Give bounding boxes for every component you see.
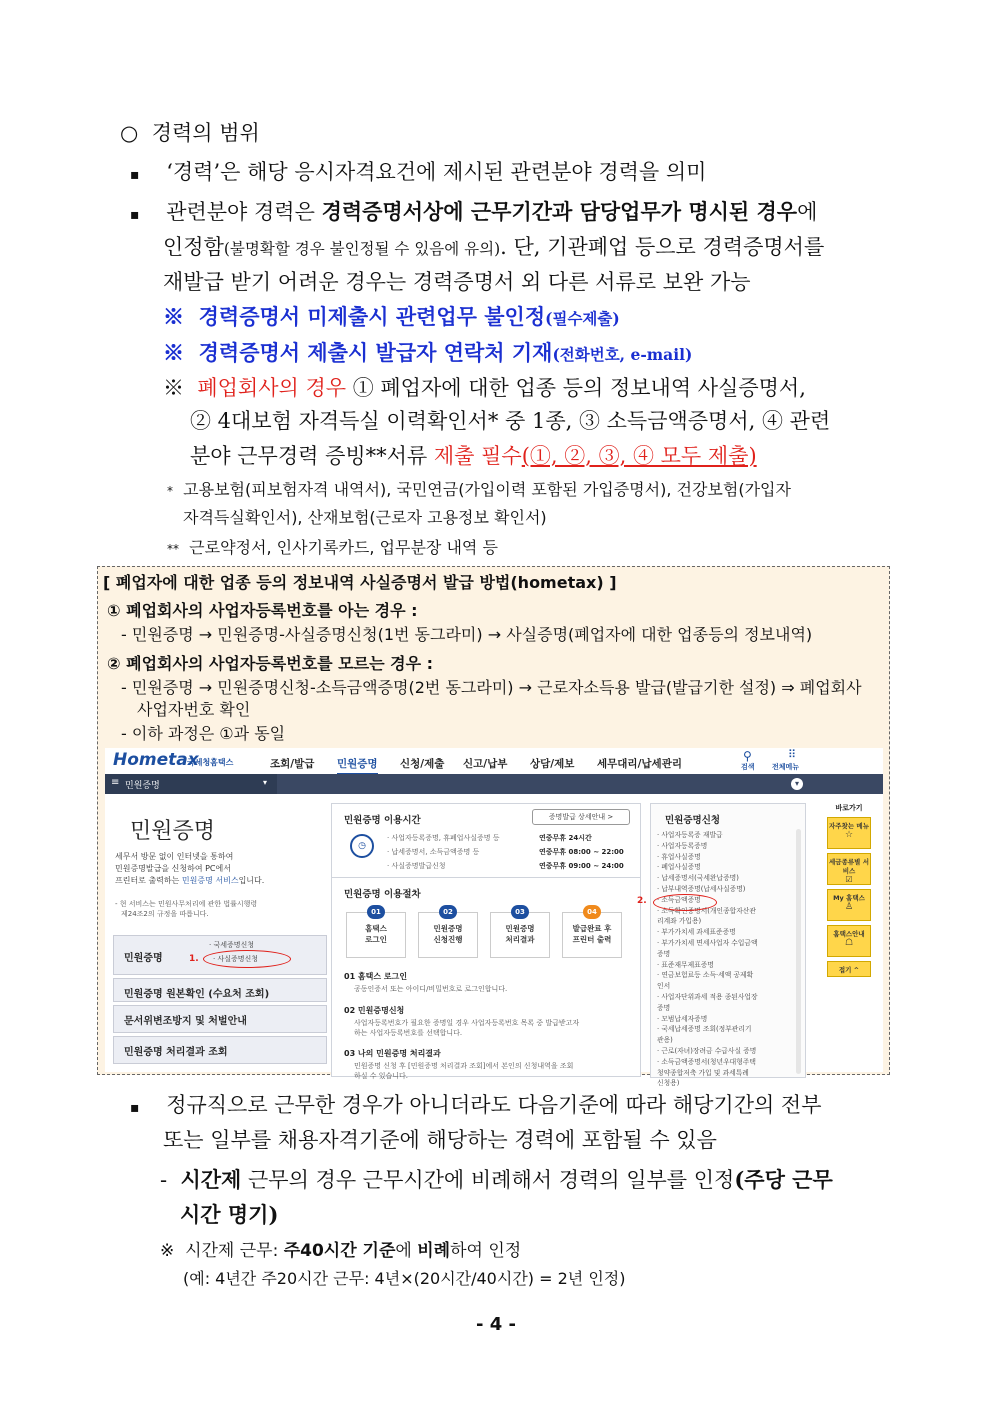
- para2-l2a: 인정함: [163, 235, 224, 259]
- box-h2: ② 폐업회사의 사업자등록번호를 모르는 경우 :: [107, 654, 434, 673]
- apply-list-item[interactable]: · 부가가치세 과세표준증명: [657, 928, 736, 937]
- intro-line1: 세무서 방문 없이 인터넷을 통하여: [115, 852, 234, 861]
- note4-b: 주40시간 기준: [283, 1241, 396, 1261]
- footnote-mark: **: [167, 542, 179, 556]
- hours-title: 민원증명 이용시간: [344, 815, 421, 826]
- hours-row-0-label: · 사업자등록증명, 휴폐업사실증명 등: [387, 834, 500, 842]
- quick-link-my-hometax[interactable]: [827, 889, 871, 921]
- hometax-logo: [113, 750, 199, 770]
- apply-list-item[interactable]: 증명: [657, 1003, 671, 1012]
- desc-1-line1: 사업자등록번호가 필요한 증명일 경우 사업자등록번호 목록 중 발급받고자: [354, 1019, 580, 1027]
- step-3-l1: 민원증명: [505, 924, 535, 933]
- left-menu-forgery-label: 문서위변조방지 및 처벌안내: [124, 1016, 247, 1027]
- nav-item-0[interactable]: 조회/발급: [270, 758, 315, 770]
- desc-2-line1: 민원증명 신청 후 [민원증명 처리결과 조회]에서 본인의 신청내역을 조회: [354, 1062, 574, 1070]
- footnote1-line1: [167, 477, 791, 500]
- page-number: - 4 -: [476, 1314, 516, 1335]
- para4-l1: 근무의 경우 근무시간에 비례해서 경력의 일부를 인정: [241, 1168, 735, 1192]
- marker-1: 1.: [189, 954, 199, 964]
- note-mark: ※: [163, 340, 184, 365]
- para3-line1: [130, 1089, 822, 1119]
- square-bullet: ▪: [130, 167, 140, 183]
- desc-2-title: 03 나의 민원증명 처리결과: [344, 1049, 441, 1058]
- quick-link-frequent-label: 자주찾는 메뉴: [829, 822, 869, 830]
- square-bullet: ▪: [130, 1100, 140, 1116]
- law-line2: 제24조2의 규정을 따릅니다.: [121, 910, 209, 918]
- left-sub-national-tax[interactable]: · 국세증명신청: [209, 941, 255, 949]
- para2-l1a: 관련분야 경력은: [166, 200, 322, 224]
- apply-list-item[interactable]: 청약종합저축 가입 및 과세특례: [657, 1068, 749, 1077]
- apply-list-item[interactable]: 증명: [657, 949, 671, 958]
- step-3-l2: 처리결과: [505, 935, 535, 944]
- note-mark: ※: [163, 376, 184, 400]
- section-heading: [120, 117, 260, 147]
- nav-item-5[interactable]: 세무대리/납세관리: [597, 758, 682, 770]
- note3-l3c: (①, ②, ③, ④ 모두 제출): [521, 444, 757, 468]
- hamburger-icon: ≡: [111, 777, 120, 788]
- para2-l1b: 경력증명서상에 근무기간과 담당업무가 명시된 경우: [321, 199, 798, 224]
- desc-1-title: 02 민원증명신청: [344, 1006, 405, 1015]
- note3-l3a: 분야 근무경력 증빙**서류: [190, 444, 434, 468]
- left-menu-result[interactable]: [113, 1036, 327, 1064]
- step-3-num: 03: [511, 905, 529, 919]
- left-menu-minwon-label: 민원증명: [124, 953, 163, 964]
- guide-icon: ☖: [844, 938, 854, 948]
- intro-l3b: 민원증명 서비스: [181, 876, 239, 885]
- red-circle-1: [203, 950, 291, 968]
- apply-list-item[interactable]: · 납부내역증명(납세사실증명): [657, 885, 746, 893]
- step-2-l1: 민원증명: [433, 924, 463, 933]
- para4-b2: (주당 근무: [734, 1167, 833, 1192]
- para4-line2: [180, 1199, 278, 1229]
- step-2-l2: 신청진행: [433, 935, 463, 944]
- para1-text: ‘경력’은 해당 응시자격요건에 제시된 관련분야 경력을 의미: [166, 160, 707, 184]
- para4-b1: 시간제: [180, 1167, 242, 1192]
- desc-1-line2: 하는 사업자등록번호를 선택합니다.: [354, 1029, 463, 1037]
- note3-l1: ① 폐업자에 대한 업종 등의 정보내역 사실증명서,: [346, 376, 806, 400]
- left-menu-forgery[interactable]: [113, 1005, 327, 1033]
- step-2-num: 02: [439, 905, 457, 919]
- apply-panel: [637, 803, 806, 1088]
- person-icon: ♙: [844, 902, 854, 912]
- grid-menu-icon[interactable]: ⠿: [788, 748, 797, 761]
- hours-panel: [331, 803, 641, 879]
- step-2: [418, 908, 478, 958]
- para2-l2b: (불명확할 경우 불인정될 수 있음에 유의): [223, 240, 501, 258]
- quick-links-close[interactable]: 접기 ^: [827, 961, 871, 977]
- page-title: 민원증명: [130, 819, 216, 844]
- apply-list-item[interactable]: · 사업자등록증명: [657, 841, 708, 850]
- hometax-logo-sub: 국세청홈택스: [187, 758, 234, 767]
- apply-list-item[interactable]: · 폐업사실증명: [657, 863, 701, 872]
- left-sub-fact-cert[interactable]: · 사실증명신청: [213, 955, 259, 963]
- para3-line2: [163, 1124, 717, 1154]
- apply-list-item[interactable]: · 소득확인증명서(개인종합자산관: [657, 906, 756, 915]
- para3-l1: 정규직으로 근무한 경우가 아니더라도 다음기준에 따라 해당기간의 전부: [166, 1093, 822, 1117]
- left-menu-original-label: 민원증명 원본확인 (수요처 조회): [124, 989, 270, 1000]
- search-icon[interactable]: ⚲: [743, 749, 752, 763]
- note3-l2: ② 4대보험 자격득실 이력확인서* 중 1종, ③ 소득금액증명서, ④ 관련: [190, 409, 831, 433]
- note3-line1: [163, 372, 806, 402]
- step-3: [490, 908, 550, 958]
- apply-list-item[interactable]: · 국세납세증명 조회(정부관리기: [657, 1025, 752, 1034]
- para1: [130, 156, 706, 186]
- para2-line2: [163, 231, 824, 261]
- quick-link-frequent[interactable]: [827, 817, 871, 849]
- hours-row-1-value: 연중무휴 08:00 ~ 22:00: [539, 848, 624, 856]
- para3-l2: 또는 일부를 채용자격기준에 해당하는 경력에 포함될 수 있음: [163, 1128, 717, 1152]
- process-panel: [331, 877, 641, 1080]
- nav-item-2[interactable]: 신청/제출: [400, 758, 445, 770]
- footnote2-text: 근로약정서, 인사기록카드, 업무분장 내역 등: [189, 538, 498, 557]
- apply-list-item[interactable]: 신청용): [657, 1079, 680, 1088]
- apply-list-item[interactable]: · 표준재무제표증명: [657, 960, 714, 969]
- footnote1-l1: 고용보험(피보험자격 내역서), 국민연금(가입이력 포함된 가입증명서), 건강보험(가입자: [183, 480, 791, 499]
- note3-line2: [190, 405, 830, 435]
- note3-red1: 폐업회사의 경우: [197, 376, 347, 400]
- para4-l2: 시간 명기): [180, 1202, 279, 1227]
- note3-l3b: 제출 필수: [433, 444, 522, 468]
- apply-list-item[interactable]: · 모범납세자증명: [657, 1014, 708, 1023]
- quick-link-guide[interactable]: [827, 925, 871, 957]
- apply-title: 민원증명신청: [665, 815, 721, 826]
- step-4-l1: 발급완료 후: [572, 924, 612, 933]
- marker-2: 2.: [637, 896, 647, 906]
- note-mark: ※: [160, 1241, 175, 1261]
- desc-0-line1: 공동인증서 또는 아이디/비밀번호로 로그인합니다.: [354, 985, 508, 993]
- apply-list-item[interactable]: · 연금보험료등 소득·세액 공제확: [657, 971, 754, 980]
- note2-paren: (전화번호, e-mail): [552, 345, 693, 364]
- note4: [160, 1236, 521, 1261]
- hometax-screenshot: [105, 748, 883, 1088]
- note4-e: 하여 인정: [450, 1241, 522, 1261]
- note1-main: 경력증명서 미제출시 관련업무 불인정: [198, 304, 546, 329]
- scrollbar[interactable]: [796, 829, 801, 1074]
- footnote2: [167, 535, 498, 558]
- note4-a: 시간제 근무:: [185, 1241, 284, 1261]
- desc-2-line2: 하실 수 있습니다.: [354, 1072, 409, 1080]
- apply-list-item[interactable]: · 사업자단위과세 적용 종된사업장: [657, 993, 758, 1001]
- apply-list-item[interactable]: 리계좌 가입용): [657, 917, 702, 926]
- circle-bullet: ○: [120, 121, 139, 145]
- quick-link-my-label: My 홈택스: [833, 894, 865, 902]
- quick-link-tax-label: 세금종류별 서비스: [829, 858, 869, 875]
- red-circle-2: [653, 894, 717, 911]
- box-h1-item: - 민원증명 → 민원증명-사실증명신청(1번 동그라미) → 사실증명(폐업자에 대한 업종등의 정보내역): [121, 625, 813, 644]
- apply-list-item[interactable]: · 근로(자녀)장려금 수급사실 증명: [657, 1047, 757, 1055]
- chevron-down-icon: ▾: [263, 778, 268, 787]
- quick-link-guide-label: 홈택스안내: [833, 930, 865, 938]
- para2-line1: [130, 196, 817, 226]
- subnav-label: 민원증명: [125, 781, 160, 791]
- checkbox-icon: ☑: [845, 875, 853, 884]
- apply-list-item[interactable]: · 휴업사실증명: [657, 852, 701, 861]
- clock-icon: ◷: [350, 834, 374, 858]
- apply-list-item[interactable]: · 소득금액증명: [657, 895, 701, 904]
- step-4-num: 04: [583, 905, 601, 919]
- process-title: 민원증명 이용절차: [344, 889, 421, 900]
- left-menu-result-label: 민원증명 처리결과 조회: [124, 1047, 228, 1058]
- intro-l3c: 입니다.: [238, 876, 265, 885]
- box-h2-item-line1: - 민원증명 → 민원증명신청-소득금액증명(2번 동그라미) → 근로자소득용 발급(발급기한 설정) ⇒ 폐업회사: [121, 678, 862, 697]
- step-1: [346, 908, 406, 958]
- nav-item-4[interactable]: 상담/제보: [530, 758, 575, 770]
- note2-main: 경력증명서 제출시 발급자 연락처 기재: [198, 340, 553, 365]
- hometax-logo-text: Hometax: [113, 750, 199, 770]
- hometax-topbar: [105, 748, 883, 775]
- step-1-num: 01: [367, 905, 385, 919]
- apply-list-item[interactable]: · 부가가치세 면세사업자 수입금액: [657, 939, 758, 947]
- box-h2-item-line2: 사업자번호 확인: [137, 700, 251, 719]
- law-line1: - 현 서비스는 민원사무처리에 관한 법률시행령: [115, 900, 258, 908]
- apply-list-item[interactable]: · 소득금액증명서(청년우대형주택: [657, 1057, 756, 1066]
- note1-paren: (필수제출): [545, 309, 620, 328]
- apply-list-item[interactable]: 관용): [657, 1036, 673, 1045]
- note4-example: (예: 4년간 주20시간 근무: 4년×(20시간/40시간) = 2년 인정): [183, 1269, 626, 1288]
- hours-detail-button[interactable]: 증명발급 상세안내 >: [532, 809, 630, 825]
- apply-list-item[interactable]: · 사업자등록증 재발급: [657, 831, 723, 839]
- step-4: [562, 908, 622, 958]
- hours-row-2-value: 연중무휴 09:00 ~ 24:00: [539, 862, 624, 870]
- left-panel: [105, 794, 330, 1072]
- apply-list-item[interactable]: 인서: [657, 982, 671, 991]
- hours-row-1-label: · 납세증명서, 소득금액증명 등: [387, 848, 480, 856]
- intro-l3a: 프린터로 출력하는: [115, 876, 182, 885]
- left-menu-original-check[interactable]: [113, 978, 327, 1002]
- para2-l2c: . 단, 기관폐업 등으로 경력증명서를: [500, 235, 825, 259]
- step-4-l2: 프린터 출력: [572, 935, 612, 944]
- note4-d: 비례: [417, 1241, 451, 1261]
- hours-row-2-label: · 사실증명발급신청: [387, 862, 446, 870]
- nav-item-1[interactable]: 민원증명: [337, 756, 378, 775]
- desc-0-title: 01 홈택스 로그인: [344, 972, 408, 981]
- collapse-icon[interactable]: ▾: [791, 778, 803, 790]
- nav-item-3[interactable]: 신고/납부: [463, 758, 508, 770]
- para2-line3: [163, 266, 751, 296]
- quick-links: [823, 803, 875, 981]
- box-h1: ① 폐업회사의 사업자등록번호를 아는 경우 :: [107, 601, 418, 620]
- section-heading-text: 경력의 범위: [151, 121, 260, 145]
- footnote1-l2: 자격득실확인서), 산재보험(근로자 고용정보 확인서): [183, 508, 547, 527]
- note3-line3: [190, 440, 757, 470]
- search-label[interactable]: 검색: [741, 763, 755, 771]
- note-mark: ※: [163, 304, 184, 329]
- footnote1-line2: [183, 505, 547, 528]
- quick-links-title: 바로가기: [835, 804, 863, 812]
- subnav-dropdown[interactable]: [105, 774, 277, 794]
- dash-bullet: -: [160, 1168, 168, 1192]
- note4-c: 에: [395, 1241, 418, 1261]
- para2-l1c: 에: [797, 200, 818, 224]
- box-title: [ 폐업자에 대한 업종 등의 정보내역 사실증명서 발급 방법(hometax) ]: [103, 573, 617, 592]
- apply-list-item[interactable]: · 납세증명서(국세완납증명): [657, 874, 739, 883]
- hours-row-0-value: 연중무휴 24시간: [539, 834, 592, 842]
- step-1-l1: 홈택스: [365, 924, 387, 933]
- quick-link-tax-service[interactable]: [827, 853, 871, 885]
- box-h2-item3: - 이하 과정은 ①과 동일: [121, 724, 286, 743]
- intro-line2: 민원증명발급을 신청하여 PC에서: [115, 864, 231, 873]
- square-bullet: ▪: [130, 207, 140, 223]
- note2: [163, 337, 692, 367]
- para4-line1: [160, 1164, 833, 1194]
- all-menu-label[interactable]: 전체메뉴: [772, 763, 800, 771]
- para2-l3: 재발급 받기 어려운 경우는 경력증명서 외 다른 서류로 보완 가능: [163, 270, 751, 294]
- star-icon: ☆: [844, 830, 854, 840]
- note1: [163, 301, 620, 331]
- footnote-mark: *: [167, 484, 173, 498]
- step-1-l2: 로그인: [365, 935, 387, 944]
- intro-line3: [115, 875, 264, 886]
